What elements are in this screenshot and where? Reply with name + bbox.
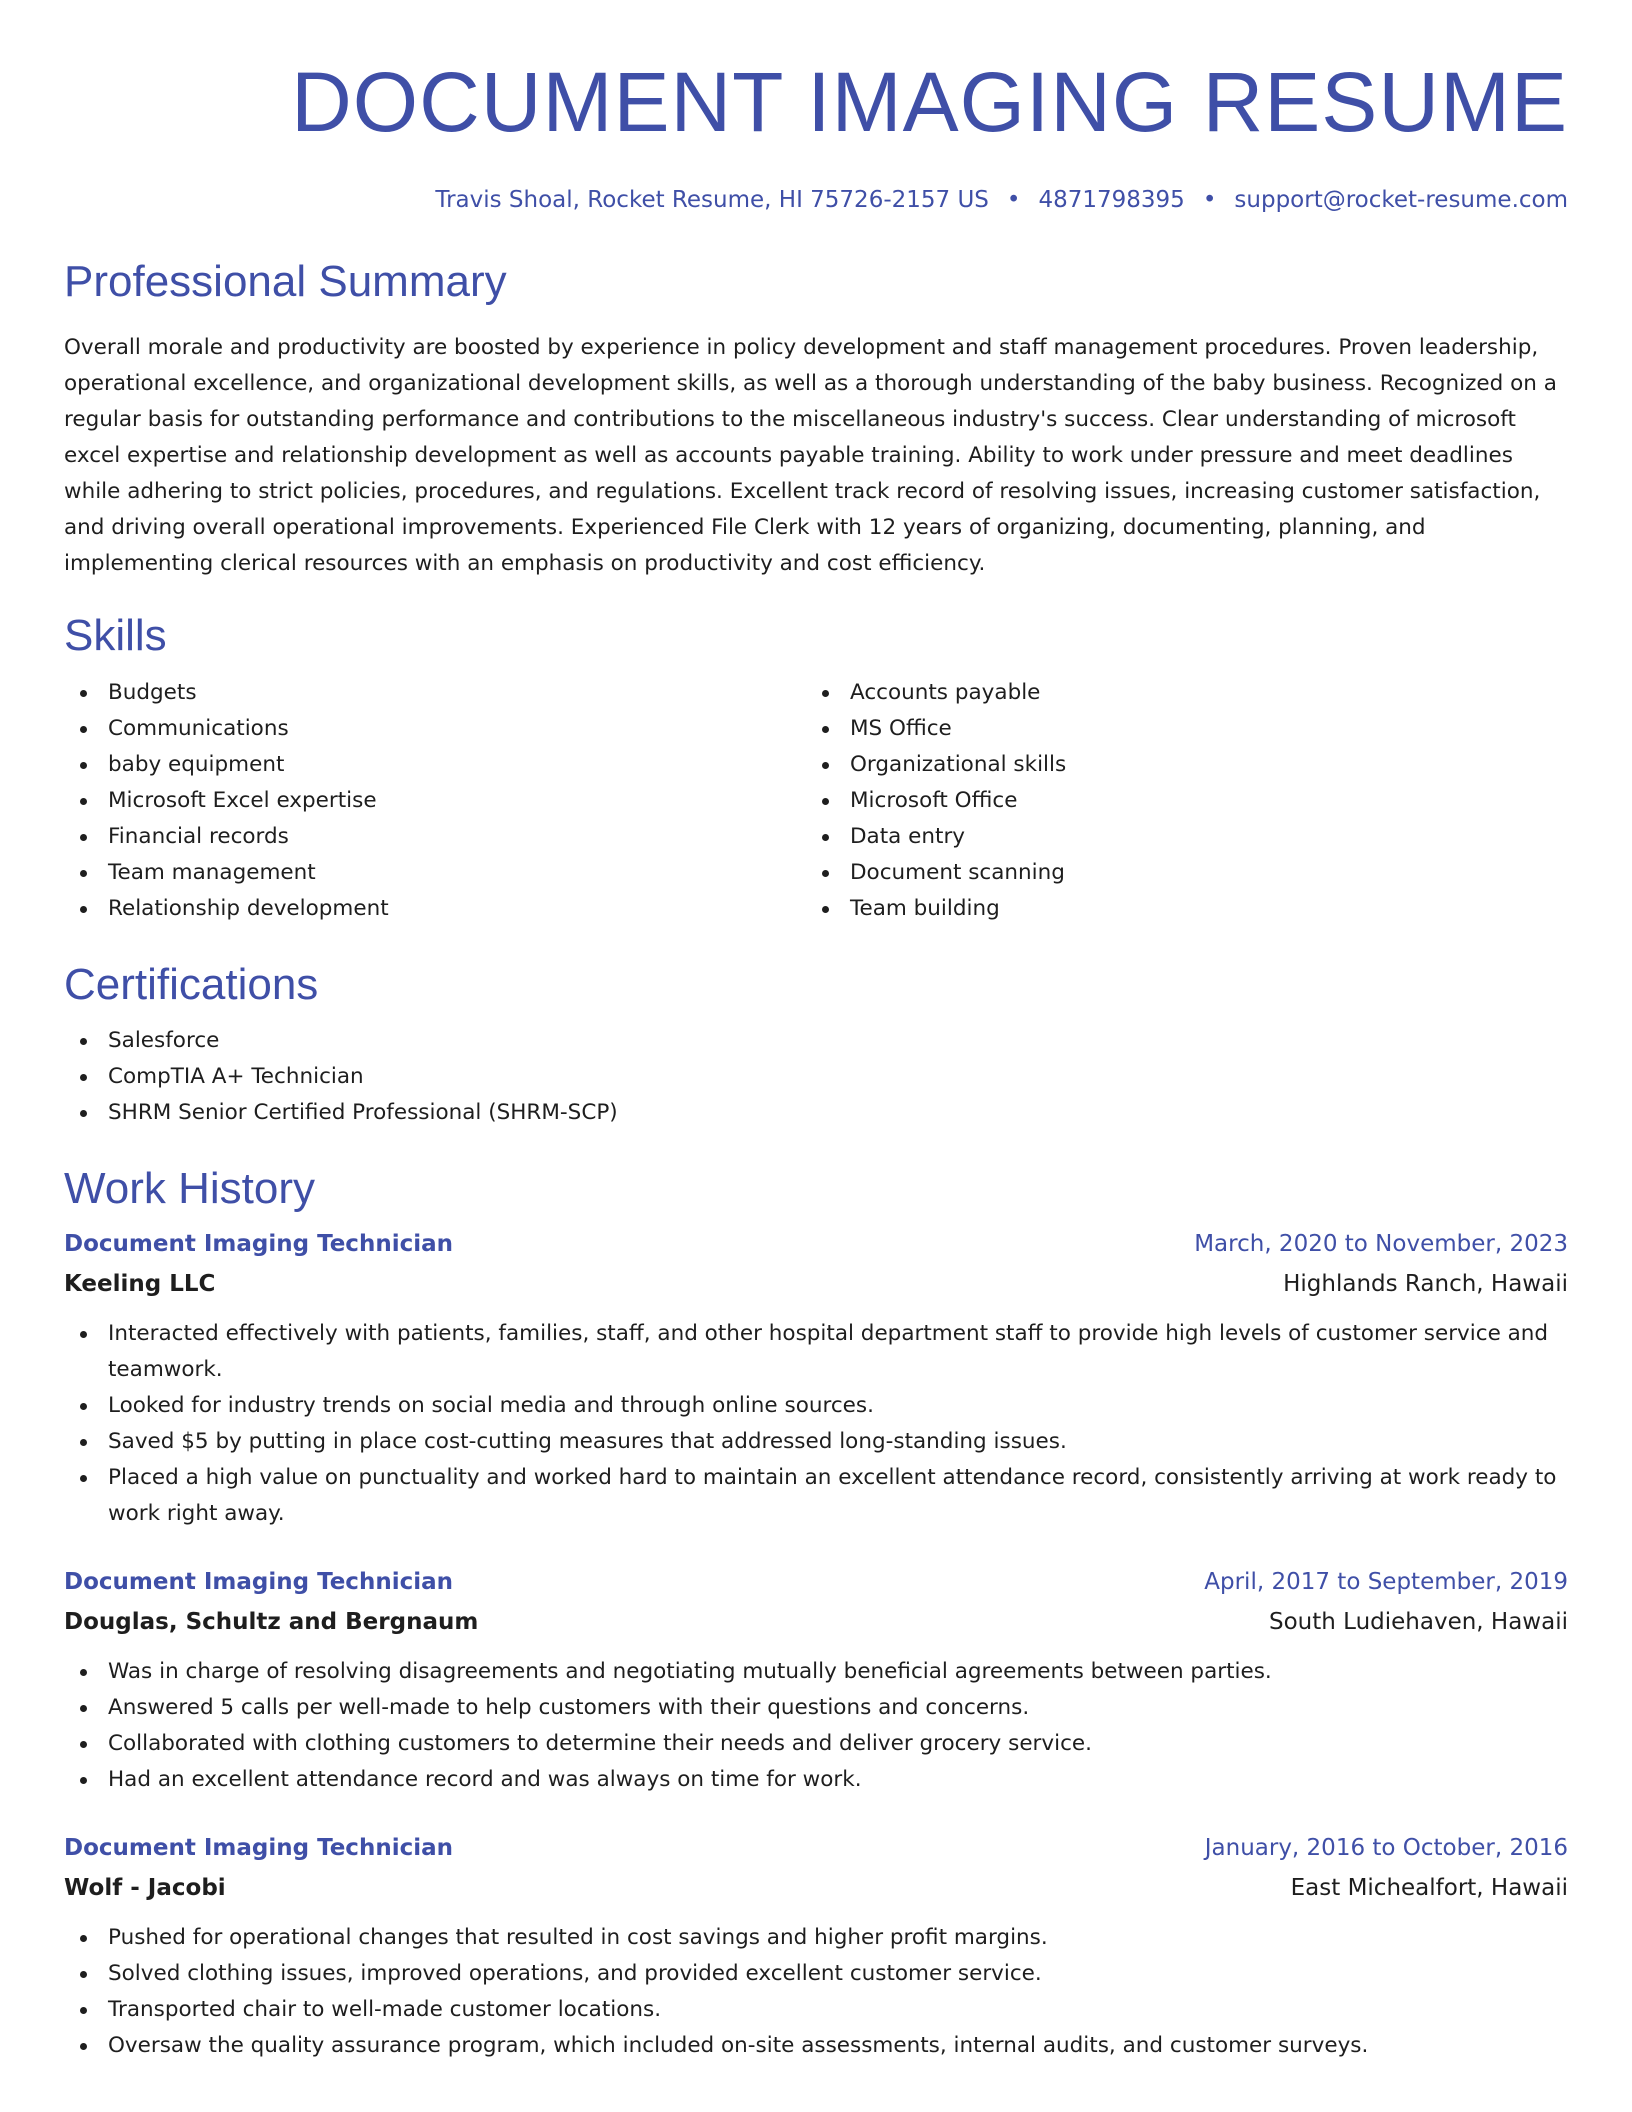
work-history-section bbox=[64, 1165, 1568, 2063]
list-item: Collaborated with clothing customers to determine their needs and deliver grocery service. bbox=[64, 1726, 1568, 1762]
job-dates: April, 2017 to September, 2019 bbox=[1204, 1568, 1568, 1595]
job-subheader bbox=[64, 1868, 1568, 1908]
job-subheader bbox=[64, 1602, 1568, 1642]
list-item: Budgets bbox=[64, 675, 806, 711]
job-location: Highlands Ranch, Hawaii bbox=[1283, 1270, 1568, 1297]
list-item: Solved clothing issues, improved operations, and provided excellent customer service. bbox=[64, 1956, 1568, 1992]
job-header bbox=[64, 1828, 1568, 1868]
section-heading: Work History bbox=[64, 1164, 315, 1214]
list-item: Accounts payable bbox=[806, 675, 1548, 711]
job-dates: January, 2016 to October, 2016 bbox=[1204, 1834, 1568, 1861]
contact-separator: • bbox=[1006, 187, 1021, 213]
list-item: Salesforce bbox=[64, 1023, 1568, 1059]
job-bullets bbox=[64, 1316, 1568, 1532]
list-item: Transported chair to well-made customer locations. bbox=[64, 1992, 1568, 2028]
job-bullets bbox=[64, 1654, 1568, 1798]
list-item: Answered 5 calls per well-made to help customers with their questions and concerns. bbox=[64, 1690, 1568, 1726]
job-header bbox=[64, 1562, 1568, 1602]
job-company: Wolf - Jacobi bbox=[64, 1874, 226, 1901]
job-title: Document Imaging Technician bbox=[64, 1230, 453, 1257]
job-company: Keeling LLC bbox=[64, 1270, 216, 1297]
skills-section bbox=[64, 612, 1568, 926]
section-heading: Skills bbox=[64, 611, 167, 661]
list-item: Looked for industry trends on social media and through online sources. bbox=[64, 1388, 1568, 1424]
job-location: East Michealfort, Hawaii bbox=[1290, 1874, 1568, 1901]
skills-list-right bbox=[806, 675, 1548, 927]
contact-address: Travis Shoal, Rocket Resume, HI 75726-2157 US bbox=[435, 187, 989, 213]
list-item: Oversaw the quality assurance program, which included on-site assessments, internal audits, and customer surveys. bbox=[64, 2028, 1568, 2064]
certifications-list bbox=[64, 1023, 1568, 1131]
list-item: MS Office bbox=[806, 711, 1548, 747]
job-title: Document Imaging Technician bbox=[64, 1568, 453, 1595]
list-item: Saved $5 by putting in place cost-cutting measures that addressed long-standing issues. bbox=[64, 1424, 1568, 1460]
job-location: South Ludiehaven, Hawaii bbox=[1269, 1608, 1568, 1635]
professional-summary-section bbox=[64, 258, 1568, 582]
list-item: Team management bbox=[64, 855, 806, 891]
list-item: Pushed for operational changes that resulted in cost savings and higher profit margins. bbox=[64, 1920, 1568, 1956]
list-item: Interacted effectively with patients, families, staff, and other hospital department staff to provide high levels of customer service and teamwork. bbox=[64, 1316, 1568, 1388]
list-item: Organizational skills bbox=[806, 747, 1548, 783]
certifications-section bbox=[64, 961, 1568, 1131]
job-dates: March, 2020 to November, 2023 bbox=[1194, 1230, 1568, 1257]
section-heading: Professional Summary bbox=[64, 257, 507, 306]
summary-text: Overall morale and productivity are boosted by experience in policy development and staff management procedures. Proven leadership, operational excellence, and organizational development skills, as well as a thorough understanding of the baby business. Recognized on a regular basis for outstanding performance and contributions to the miscellaneous industry's success. Clear understanding of microsoft excel expertise and relationship development as well as accounts payable training. Ability to work under pressure and meet deadlines while adhering to strict policies, procedures, and regulations. Excellent track record of resolving issues, increasing customer satisfaction, and driving overall operational improvements. Experienced File Clerk with 12 years of organizing, documenting, planning, and implementing clerical resources with an emphasis on productivity and cost efficiency. bbox=[64, 335, 1557, 577]
job-company: Douglas, Schultz and Bergnaum bbox=[64, 1608, 479, 1635]
contact-line bbox=[64, 184, 1568, 216]
list-item: Relationship development bbox=[64, 891, 806, 927]
job-header bbox=[64, 1224, 1568, 1264]
contact-separator: • bbox=[1202, 187, 1217, 213]
list-item: Team building bbox=[806, 891, 1548, 927]
list-item: baby equipment bbox=[64, 747, 806, 783]
skills-grid bbox=[64, 675, 1568, 927]
list-item: Document scanning bbox=[806, 855, 1548, 891]
list-item: SHRM Senior Certified Professional (SHRM-SCP) bbox=[64, 1095, 1568, 1131]
list-item: Data entry bbox=[806, 819, 1548, 855]
job-bullets bbox=[64, 1920, 1568, 2064]
contact-phone: 4871798395 bbox=[1038, 187, 1185, 213]
job-subheader bbox=[64, 1264, 1568, 1304]
list-item: Microsoft Excel expertise bbox=[64, 783, 806, 819]
job-entry bbox=[64, 1562, 1568, 1798]
resume-title: DOCUMENT IMAGING RESUME bbox=[291, 55, 1568, 149]
skills-list-left bbox=[64, 675, 806, 927]
list-item: Financial records bbox=[64, 819, 806, 855]
contact-email: support@rocket-resume.com bbox=[1234, 187, 1568, 213]
list-item: Had an excellent attendance record and was always on time for work. bbox=[64, 1762, 1568, 1798]
list-item: Placed a high value on punctuality and worked hard to maintain an excellent attendance record, consistently arriving at work ready to work right away. bbox=[64, 1460, 1568, 1532]
section-heading: Certifications bbox=[64, 959, 319, 1009]
resume-page bbox=[64, 0, 1568, 2064]
job-title: Document Imaging Technician bbox=[64, 1834, 453, 1861]
job-entry bbox=[64, 1828, 1568, 2064]
list-item: Was in charge of resolving disagreements and negotiating mutually beneficial agreements between parties. bbox=[64, 1654, 1568, 1690]
list-item: CompTIA A+ Technician bbox=[64, 1059, 1568, 1095]
list-item: Microsoft Office bbox=[806, 783, 1548, 819]
list-item: Communications bbox=[64, 711, 806, 747]
job-entry bbox=[64, 1224, 1568, 1532]
